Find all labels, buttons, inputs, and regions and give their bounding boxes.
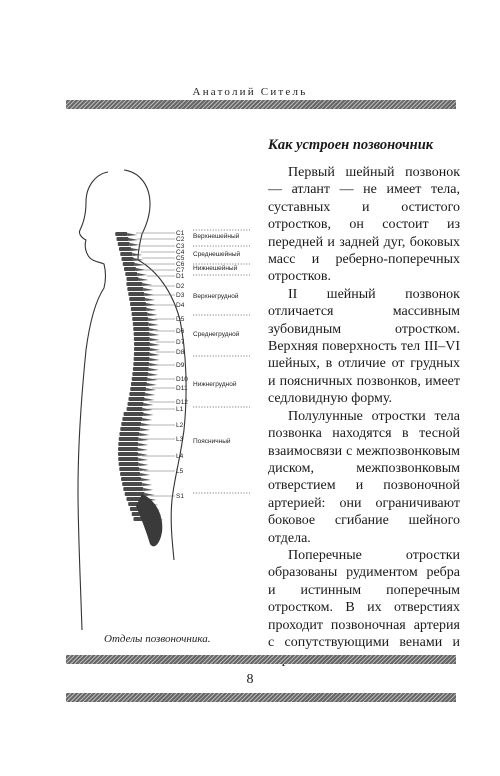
vertebra-body <box>126 282 142 286</box>
spinous-process <box>144 403 154 406</box>
region-label: Поясничный <box>193 438 231 445</box>
vertebra-body <box>132 377 148 381</box>
spine-figure <box>56 160 256 630</box>
vertebra-label: D10 <box>176 376 188 383</box>
spinous-process <box>140 428 150 431</box>
vertebra-body <box>134 342 150 346</box>
vertebra-label: D7 <box>176 339 185 346</box>
spinous-process <box>144 398 154 401</box>
vertebra-body <box>133 327 149 331</box>
vertebra-body <box>118 242 130 246</box>
spinous-process <box>137 273 147 276</box>
spinous-process <box>138 453 148 456</box>
spinous-process <box>145 393 155 396</box>
footer-divider-top <box>66 655 456 664</box>
spinous-process <box>141 423 151 426</box>
paragraph: II шейный позвонок отличается массивным зубовидным отростком. Верхняя поверхность тел III–VI шейных, в отличие от грудных и поясничных позвонков, имеет седловидную форму. <box>268 286 460 407</box>
vertebra-body <box>131 307 147 311</box>
vertebral-column <box>115 232 163 546</box>
footer-divider-bottom <box>66 693 456 702</box>
spinous-process <box>150 333 160 336</box>
header-divider <box>66 100 456 109</box>
spinous-process <box>144 293 154 296</box>
vertebra-body <box>123 262 135 266</box>
vertebra-body <box>131 382 147 386</box>
figure-caption: Отделы позвоночника. <box>104 633 211 645</box>
region-labels <box>193 230 250 493</box>
vertebra-label: L1 <box>176 406 184 413</box>
vertebra-label: C3 <box>176 243 185 250</box>
body-silhouette <box>78 172 108 630</box>
spinous-process <box>138 443 148 446</box>
spinous-process <box>127 233 137 236</box>
spinous-process <box>143 408 153 411</box>
spinous-process <box>139 463 149 466</box>
vertebra-body <box>133 362 149 366</box>
page-number: 8 <box>246 672 254 687</box>
spinous-process <box>138 448 148 451</box>
spinous-process <box>136 268 146 271</box>
section-title: Как устроен позвоночник <box>268 137 434 153</box>
spinous-process <box>132 253 142 256</box>
spinous-process <box>147 308 157 311</box>
spinous-process <box>142 283 152 286</box>
region-label: Верхнегрудной <box>193 293 239 300</box>
vertebra-body <box>119 462 139 466</box>
spinous-process <box>149 368 159 371</box>
spinous-process <box>150 348 160 351</box>
paragraph: Первый шейный позвонок — атлант — не имеет тела, суставных и остистого отростков, он состоит из передней и задней дуг, боковых масс и реберно-поперечных отростков. <box>268 165 460 285</box>
vertebra-body <box>130 387 146 391</box>
spine-illustration <box>56 160 256 630</box>
running-header-author: Анатолий Ситель <box>192 86 308 98</box>
region-label: Верхнешейный <box>193 233 240 240</box>
vertebra-label: D9 <box>176 362 185 369</box>
spinous-process <box>138 458 148 461</box>
spinous-process <box>141 478 151 481</box>
vertebra-label: S1 <box>176 493 184 500</box>
spinous-process <box>150 343 160 346</box>
body-text <box>268 164 460 669</box>
region-label: Нижнегрудной <box>193 381 237 388</box>
region-label: Нижнешейный <box>193 265 238 272</box>
vertebra-body <box>121 422 141 426</box>
spinous-process <box>129 238 139 241</box>
vertebra-body <box>127 407 143 411</box>
spinous-process <box>143 488 153 491</box>
vertebra-body <box>128 397 144 401</box>
vertebra-body <box>124 267 136 271</box>
vertebra-body <box>128 292 144 296</box>
vertebra-label: C7 <box>176 267 185 274</box>
spinous-process <box>140 473 150 476</box>
vertebra-body <box>133 322 149 326</box>
spinous-process <box>147 383 157 386</box>
spinous-process <box>148 378 158 381</box>
spinous-process <box>142 483 152 486</box>
vertebra-body <box>119 247 131 251</box>
vertebra-body <box>122 482 142 486</box>
spinous-process <box>142 418 152 421</box>
spinous-process <box>145 298 155 301</box>
vertebra-body <box>123 487 143 491</box>
vertebra-body <box>120 427 140 431</box>
vertebra-body <box>118 442 138 446</box>
vertebra-body <box>120 252 132 256</box>
vertebra-label: D5 <box>176 316 185 323</box>
vertebra-body <box>128 402 144 406</box>
vertebra-label: D4 <box>176 302 185 309</box>
vertebra-body <box>127 287 143 291</box>
vertebra-body <box>129 297 145 301</box>
vertebra-body <box>132 312 148 316</box>
spinous-process <box>148 313 158 316</box>
spinous-process <box>139 468 149 471</box>
spinous-process <box>149 363 159 366</box>
vertebra-body <box>118 447 138 451</box>
vertebra-body <box>130 302 146 306</box>
vertebra-label: C5 <box>176 255 185 262</box>
vertebra-body <box>134 337 150 341</box>
vertebra-body <box>122 417 142 421</box>
spinous-process <box>139 433 149 436</box>
vertebra-body <box>122 257 134 261</box>
vertebra-body <box>134 332 150 336</box>
spinous-process <box>143 288 153 291</box>
vertebra-body <box>117 237 129 241</box>
spinous-process <box>144 413 154 416</box>
vertebra-body <box>120 472 140 476</box>
spinous-process <box>146 303 156 306</box>
vertebra-label: L5 <box>176 468 184 475</box>
vertebra-body <box>127 277 139 281</box>
vertebra-body <box>119 467 139 471</box>
vertebra-body <box>118 457 138 461</box>
vertebra-body <box>119 437 139 441</box>
vertebra-label: D2 <box>176 283 185 290</box>
paragraph: Полулунные отростки тела позвонка находятся в тесной взаимосвязи с межпозвонковым диском, межпозвонковым отверстием и позвоночной артерией: они ограничивают боковое сгибание шейного отдела. <box>268 408 460 546</box>
vertebra-label: C4 <box>176 249 185 256</box>
spinous-process <box>139 438 149 441</box>
spinous-process <box>148 318 158 321</box>
vertebra-label: D12 <box>176 399 188 406</box>
spinous-process <box>149 328 159 331</box>
vertebra-label: C1 <box>176 230 185 237</box>
region-label: Среднешейный <box>193 251 241 258</box>
spinous-process <box>150 358 160 361</box>
vertebra-body <box>134 347 150 351</box>
spinous-process <box>150 338 160 341</box>
vertebra-label: D3 <box>176 292 185 299</box>
vertebra-body <box>132 317 148 321</box>
vertebra-label: D11 <box>176 385 188 392</box>
vertebra-body <box>129 392 145 396</box>
spinous-process <box>148 373 158 376</box>
vertebra-label: L2 <box>176 422 184 429</box>
spinous-process <box>146 388 156 391</box>
paragraph: Поперечные отростки образованы рудиментом ребра и истинным поперечным отростком. В их отверстиях проходит позвоночная артерия с сопутствующими венами и <box>268 547 460 650</box>
vertebra-label: C2 <box>176 236 185 243</box>
vertebra-label: L4 <box>176 453 184 460</box>
spinous-process <box>139 278 149 281</box>
vertebra-label: D6 <box>176 328 185 335</box>
vertebra-body <box>121 477 141 481</box>
spinous-process <box>150 353 160 356</box>
vertebra-body <box>124 412 144 416</box>
vertebra-body <box>134 352 150 356</box>
vertebra-body <box>134 357 150 361</box>
spinous-process <box>149 323 159 326</box>
vertebra-body <box>119 432 139 436</box>
vertebra-label: D8 <box>176 349 185 356</box>
spinous-process <box>130 243 140 246</box>
vertebra-body <box>133 367 149 371</box>
vertebra-label: L3 <box>176 436 184 443</box>
vertebra-label: D1 <box>176 273 185 280</box>
vertebra-body <box>125 272 137 276</box>
vertebra-body <box>118 452 138 456</box>
region-label: Среднегрудной <box>193 331 240 338</box>
spinous-process <box>145 493 155 496</box>
vertebra-body <box>115 232 127 236</box>
vertebra-label: C6 <box>176 261 185 268</box>
vertebra-body <box>132 372 148 376</box>
